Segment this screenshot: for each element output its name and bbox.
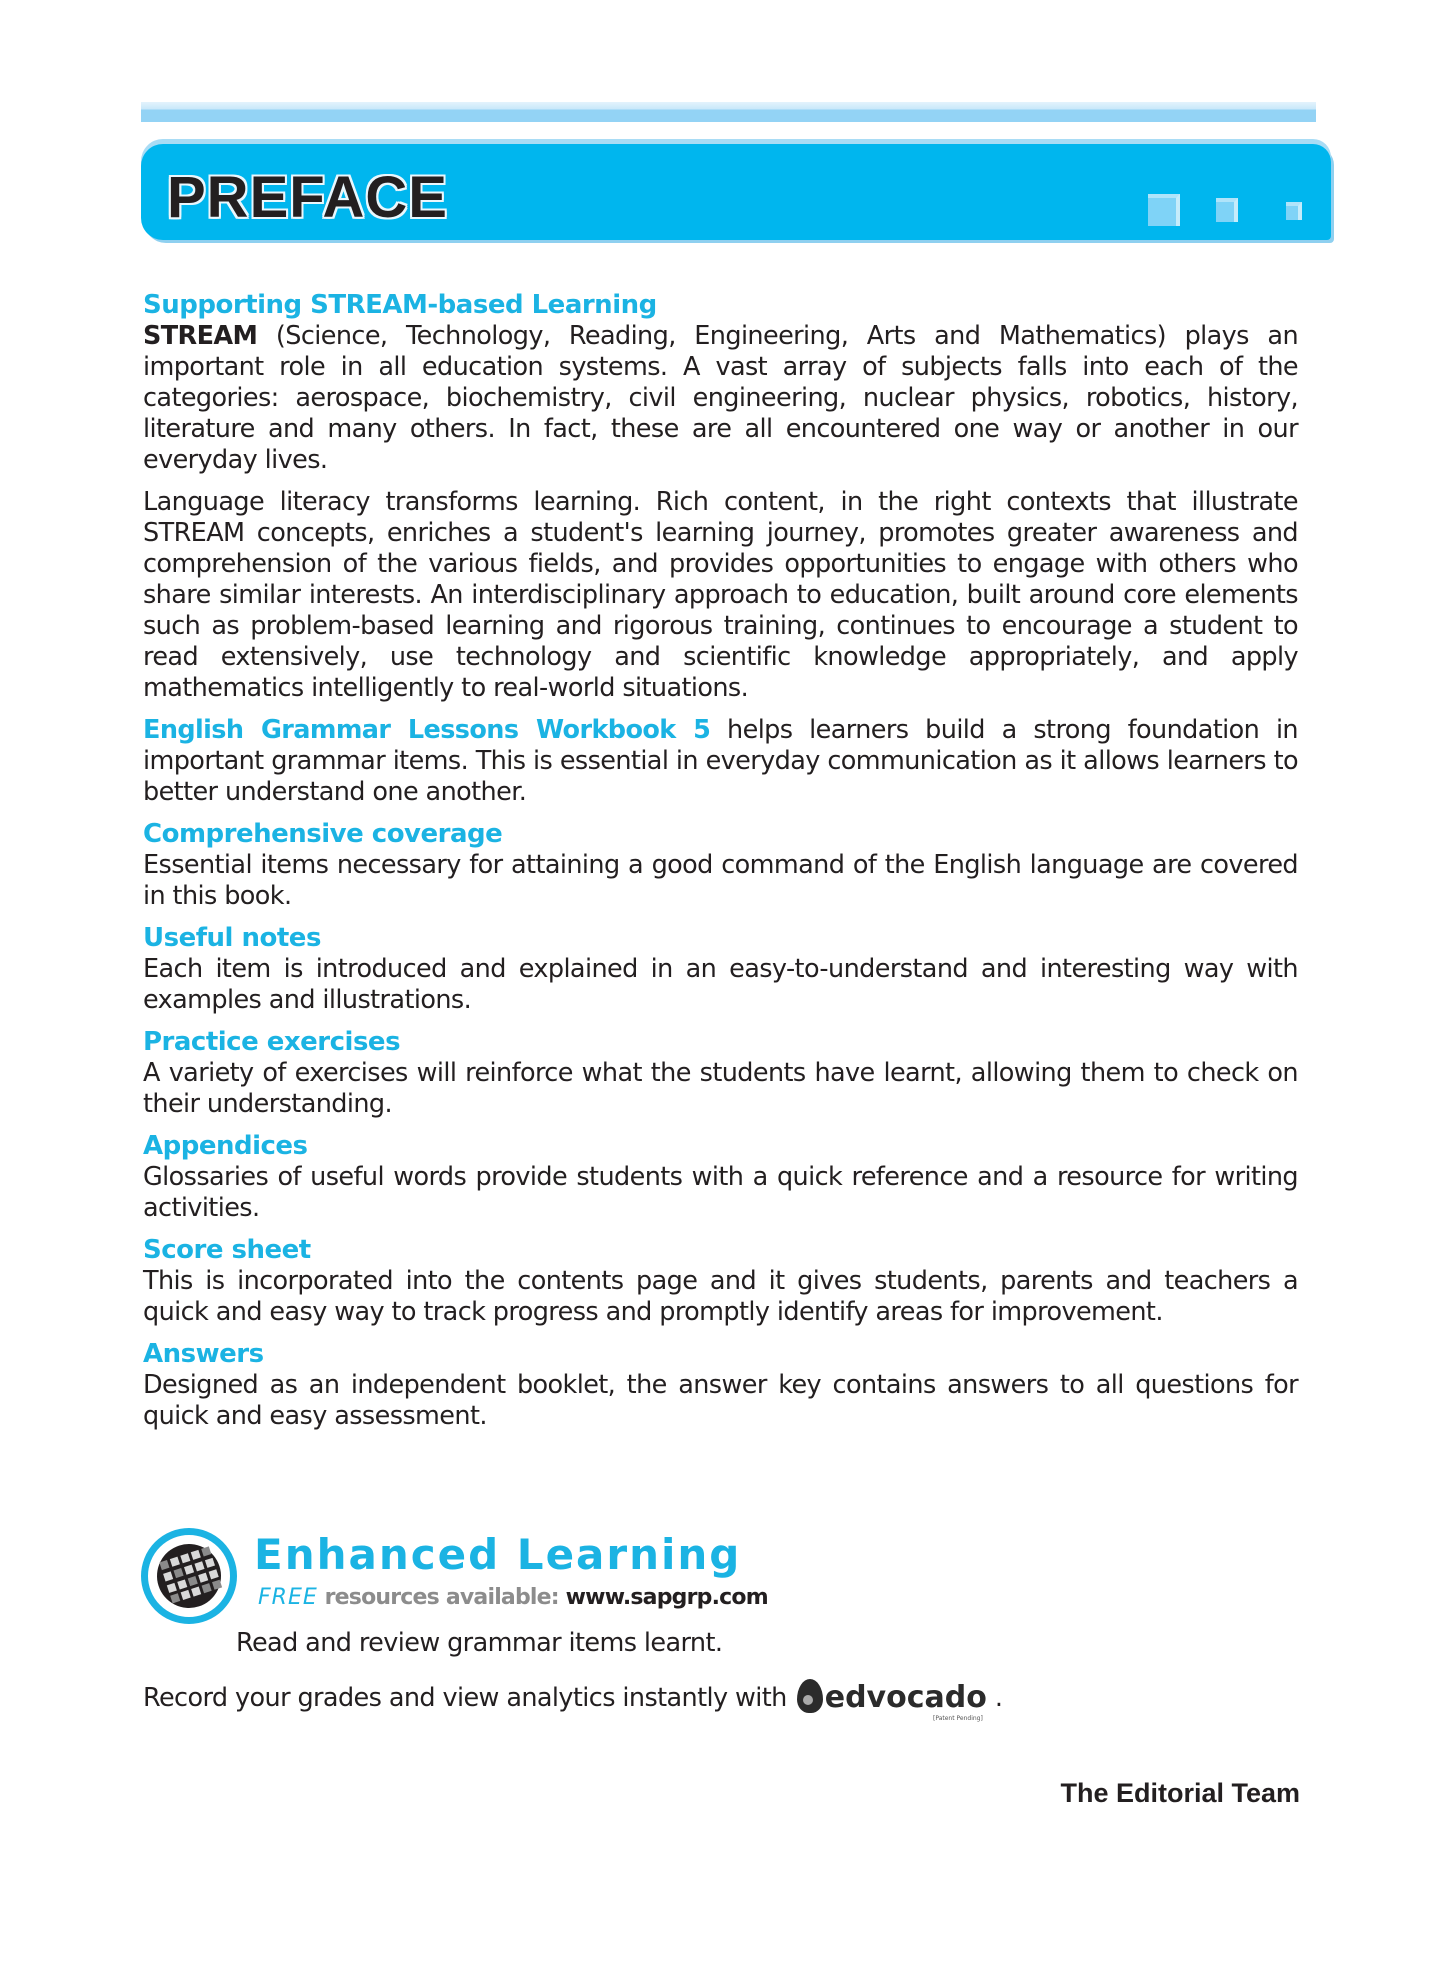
preface-body bbox=[143, 290, 1298, 1443]
read-review-line: Read and review grammar items learnt. bbox=[236, 1628, 723, 1658]
cube-icon-large bbox=[1148, 194, 1180, 226]
cube-icon-medium bbox=[1216, 198, 1238, 222]
feature-practice-exercises bbox=[143, 1027, 1298, 1120]
feature-score-sheet bbox=[143, 1235, 1298, 1328]
intro-section bbox=[143, 290, 1298, 808]
feature-text: Glossaries of useful words provide students with a quick reference and a resource for writing activities. bbox=[143, 1162, 1298, 1223]
feature-heading: Score sheet bbox=[143, 1235, 311, 1265]
signature: The Editorial Team bbox=[1060, 1778, 1300, 1808]
edvocado-logo bbox=[797, 1679, 987, 1722]
page-title: PREFACE bbox=[167, 165, 448, 230]
feature-text: Essential items necessary for attaining a good command of the English language are covered in this book. bbox=[143, 850, 1298, 911]
free-label: FREE bbox=[258, 1585, 318, 1610]
enhanced-learning-block bbox=[141, 1528, 841, 1628]
feature-useful-notes bbox=[143, 923, 1298, 1016]
enhanced-learning-logo-icon bbox=[141, 1528, 237, 1624]
intro-paragraph-3 bbox=[143, 715, 1298, 808]
feature-heading: Appendices bbox=[143, 1131, 308, 1161]
preface-banner bbox=[141, 144, 1331, 240]
feature-comprehensive-coverage bbox=[143, 819, 1298, 912]
cube-icon-small bbox=[1286, 202, 1302, 220]
feature-appendices bbox=[143, 1131, 1298, 1224]
feature-text: A variety of exercises will reinforce what the students have learnt, allowing them to check on their understanding. bbox=[143, 1058, 1298, 1119]
stream-term: STREAM bbox=[143, 321, 258, 351]
intro-heading: Supporting STREAM-based Learning bbox=[143, 290, 657, 320]
top-decorative-rule bbox=[141, 102, 1316, 122]
free-resources-line bbox=[258, 1585, 768, 1610]
sentence-end: . bbox=[994, 1683, 1003, 1713]
record-grades-text: Record your grades and view analytics instantly with bbox=[143, 1683, 787, 1713]
feature-text: Designed as an independent booklet, the answer key contains answers to all questions for quick and easy assessment. bbox=[143, 1370, 1298, 1431]
feature-heading: Comprehensive coverage bbox=[143, 819, 503, 849]
patent-pending-label: [Patent Pending] bbox=[933, 1715, 983, 1722]
book-title: English Grammar Lessons Workbook 5 bbox=[143, 715, 711, 745]
feature-text: This is incorporated into the contents page and it gives students, parents and teachers a quick and easy way to track progress and promptly identify areas for improvement. bbox=[143, 1266, 1298, 1327]
resources-label: resources available: bbox=[317, 1585, 566, 1610]
intro-paragraph-2: Language literacy transforms learning. Rich content, in the right contexts that illustrate STREAM concepts, enriches a student's learning journey, promotes greater awareness and comprehension of the various fields, and provides opportunities to engage with others who share similar interests. An interdisciplinary approach to education, built around core elements such as problem-based learning and rigorous training, continues to encourage a student to read extensively, use technology and scientific knowledge appropriately, and apply mathematics intelligently to real-world situations. bbox=[143, 487, 1298, 703]
intro-paragraph-1-text: (Science, Technology, Reading, Engineering, Arts and Mathematics) plays an important role in all education systems. A vast array of subjects falls into each of the categories: aerospace, biochemistry, civil engineering, nuclear physics, robotics, history, literature and many others. In fact, these are all encountered one way or another in our everyday lives. bbox=[143, 321, 1298, 475]
record-grades-line bbox=[143, 1679, 1003, 1722]
edvocado-wordmark: edvocado bbox=[824, 1680, 987, 1715]
intro-paragraph-3-text: helps learners build a strong foundation in important grammar items. This is essential in everyday communication as it allows learners to better understand one another. bbox=[143, 715, 1298, 807]
feature-text: Each item is introduced and explained in an easy-to-understand and interesting way with examples and illustrations. bbox=[143, 954, 1298, 1015]
enhanced-learning-title: Enhanced Learning bbox=[254, 1530, 742, 1579]
avocado-icon bbox=[797, 1679, 823, 1713]
intro-paragraph-1 bbox=[143, 321, 1298, 476]
feature-heading: Answers bbox=[143, 1339, 264, 1369]
feature-heading: Useful notes bbox=[143, 923, 321, 953]
feature-answers bbox=[143, 1339, 1298, 1432]
feature-heading: Practice exercises bbox=[143, 1027, 401, 1057]
website-link[interactable]: www.sapgrp.com bbox=[565, 1585, 768, 1610]
